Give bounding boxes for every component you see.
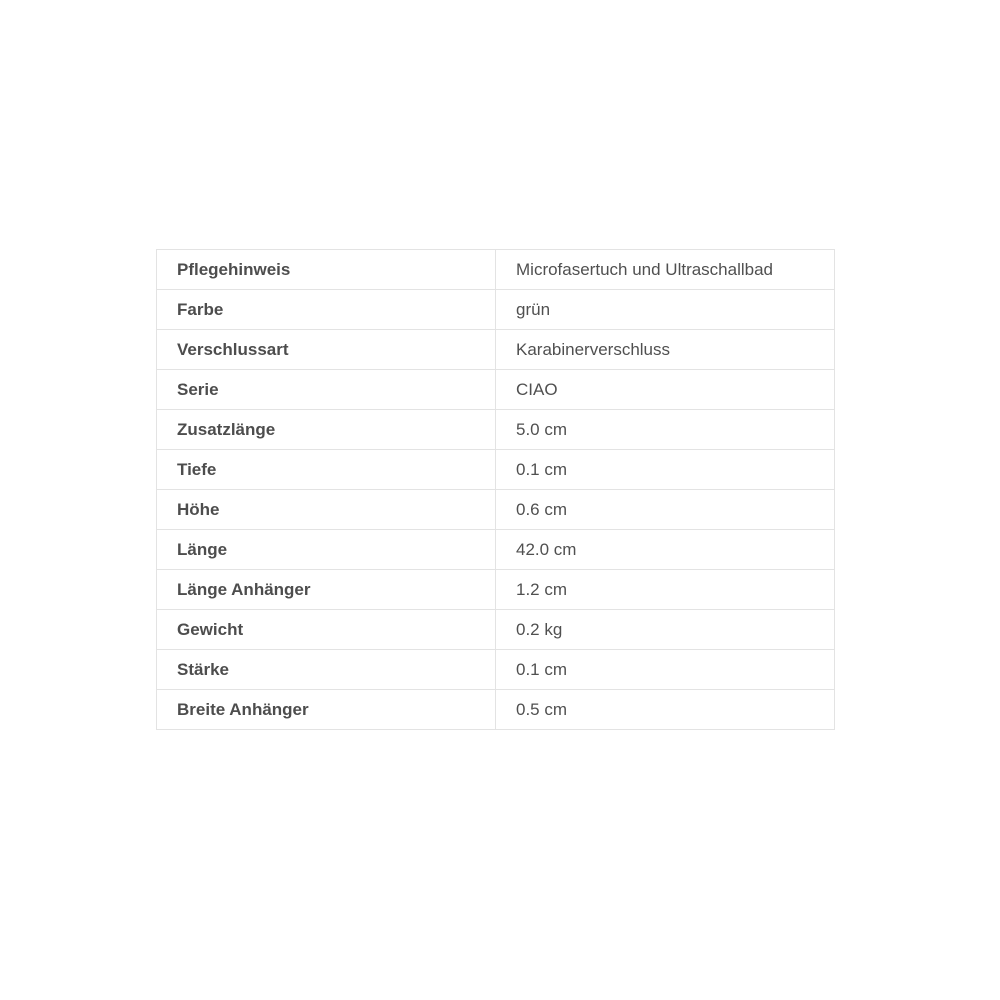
table-row [157, 370, 835, 410]
table-row [157, 570, 835, 610]
spec-label: Verschlussart [157, 330, 496, 370]
table-row [157, 290, 835, 330]
table-row [157, 330, 835, 370]
table-row [157, 450, 835, 490]
spec-value: CIAO [496, 370, 835, 410]
spec-value: 1.2 cm [496, 570, 835, 610]
table-row [157, 490, 835, 530]
spec-label: Farbe [157, 290, 496, 330]
table-row [157, 410, 835, 450]
spec-value: 42.0 cm [496, 530, 835, 570]
spec-label: Pflegehinweis [157, 250, 496, 290]
spec-label: Gewicht [157, 610, 496, 650]
product-specifications-table [156, 249, 835, 730]
spec-value: 0.5 cm [496, 690, 835, 730]
spec-value: Microfasertuch und Ultraschallbad [496, 250, 835, 290]
spec-label: Länge [157, 530, 496, 570]
spec-value: 0.1 cm [496, 650, 835, 690]
spec-label: Breite Anhänger [157, 690, 496, 730]
spec-label: Höhe [157, 490, 496, 530]
spec-label: Tiefe [157, 450, 496, 490]
spec-label: Zusatzlänge [157, 410, 496, 450]
spec-value: Karabinerverschluss [496, 330, 835, 370]
spec-value: 5.0 cm [496, 410, 835, 450]
spec-label: Serie [157, 370, 496, 410]
table-row [157, 650, 835, 690]
spec-label: Stärke [157, 650, 496, 690]
table-row [157, 610, 835, 650]
spec-label: Länge Anhänger [157, 570, 496, 610]
spec-value: grün [496, 290, 835, 330]
table-row [157, 530, 835, 570]
spec-value: 0.6 cm [496, 490, 835, 530]
table-row [157, 250, 835, 290]
spec-value: 0.2 kg [496, 610, 835, 650]
table-row [157, 690, 835, 730]
spec-value: 0.1 cm [496, 450, 835, 490]
